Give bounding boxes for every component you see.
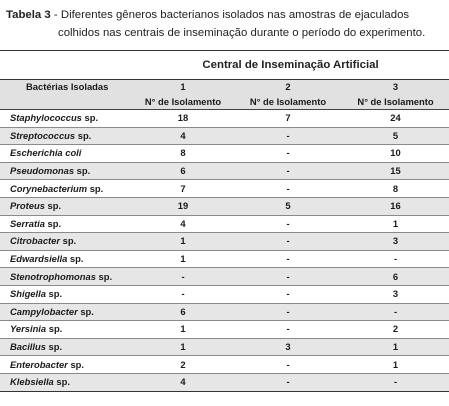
bacteria-suffix: sp. (45, 341, 63, 353)
bacteria-name (0, 321, 132, 339)
bacteria-suffix: sp. (87, 182, 104, 194)
table-row (0, 197, 449, 215)
bacteria-suffix: sp. (53, 376, 70, 388)
bacteria-name (0, 110, 132, 128)
isolation-count-central-2: - (234, 215, 342, 233)
bacteria-genus: Stenotrophomonas (10, 270, 96, 282)
isolation-count-central-1: 8 (132, 145, 234, 163)
group-header-row (0, 51, 449, 80)
header-row-isolation (0, 94, 449, 110)
table-row (0, 321, 449, 339)
isolation-count-central-3: 1 (342, 338, 449, 356)
isolation-count-central-1: 19 (132, 197, 234, 215)
bacteria-suffix: sp. (44, 200, 62, 212)
bacteria-suffix: sp. (67, 358, 84, 370)
isolation-count-central-3: 10 (342, 145, 449, 163)
bacteria-genus: Edwardsiella (10, 253, 68, 265)
isolation-count-central-2: 5 (234, 197, 342, 215)
bacteria-table (0, 50, 449, 392)
bacteria-genus: Escherichia coli (10, 147, 82, 159)
caption-text-line2: colhidos nas centrais de inseminação durante o período do experimento. (58, 27, 426, 39)
bacteria-genus: Serratia (10, 217, 45, 229)
bacteria-name (0, 338, 132, 356)
isolation-count-central-3: 1 (342, 215, 449, 233)
bacteria-genus: Klebsiella (10, 376, 54, 388)
bacteria-genus: Streptococcus (10, 129, 76, 141)
isolation-count-central-3: 3 (342, 285, 449, 303)
isolation-count-central-1: 1 (132, 250, 234, 268)
caption-label: Tabela 3 (6, 9, 51, 21)
isolation-count-central-2: - (234, 373, 342, 391)
bacteria-name (0, 268, 132, 286)
central-1-header: 1 (132, 80, 234, 95)
group-header: Central de Inseminação Artificial (132, 51, 449, 80)
bacteria-genus: Pseudomonas (10, 165, 75, 177)
isolation-count-central-2: - (234, 127, 342, 145)
bacteria-suffix: sp. (81, 112, 99, 124)
central-2-header: 2 (234, 80, 342, 95)
table-caption (6, 6, 446, 42)
isolation-count-central-1: 4 (132, 127, 234, 145)
isolation-header-1: N° de Isolamento (132, 94, 234, 110)
isolation-count-central-1: 18 (132, 110, 234, 128)
table-row (0, 373, 449, 391)
isolation-header-3: N° de Isolamento (342, 94, 449, 110)
isolation-count-central-3: 1 (342, 356, 449, 374)
isolation-count-central-1: 4 (132, 373, 234, 391)
isolation-count-central-1: - (132, 268, 234, 286)
central-3-header: 3 (342, 80, 449, 95)
table-body (0, 110, 449, 392)
isolation-count-central-2: - (234, 321, 342, 339)
bacteria-genus: Yersinia (10, 323, 47, 335)
isolation-count-central-3: 8 (342, 180, 449, 198)
isolation-count-central-2: - (234, 180, 342, 198)
bacteria-suffix: sp. (45, 288, 63, 300)
bacteria-name (0, 197, 132, 215)
table-row (0, 233, 449, 251)
isolation-count-central-1: 6 (132, 303, 234, 321)
bacteria-name (0, 180, 132, 198)
bacteria-name (0, 250, 132, 268)
isolation-count-central-1: 6 (132, 162, 234, 180)
bacteria-genus: Proteus (10, 200, 45, 212)
isolation-count-central-2: - (234, 268, 342, 286)
isolation-count-central-1: 7 (132, 180, 234, 198)
isolation-count-central-1: 2 (132, 356, 234, 374)
isolation-count-central-3: - (342, 303, 449, 321)
bacteria-name (0, 373, 132, 391)
bacteria-suffix: sp. (77, 305, 94, 317)
table-row (0, 338, 449, 356)
isolation-count-central-3: 2 (342, 321, 449, 339)
isolation-count-central-2: 7 (234, 110, 342, 128)
isolation-count-central-3: 3 (342, 233, 449, 251)
isolation-count-central-2: - (234, 162, 342, 180)
bacteria-name (0, 303, 132, 321)
table-row (0, 268, 449, 286)
bacteria-genus: Campylobacter (10, 305, 78, 317)
row-header-label: Bactérias Isoladas (0, 80, 132, 95)
table-row (0, 162, 449, 180)
isolation-count-central-1: 1 (132, 321, 234, 339)
bacteria-genus: Corynebacterium (10, 182, 88, 194)
isolation-count-central-2: - (234, 145, 342, 163)
isolation-count-central-3: 5 (342, 127, 449, 145)
bacteria-suffix: sp. (95, 270, 113, 282)
bacteria-genus: Citrobacter (10, 235, 61, 247)
bacteria-genus: Bacillus (10, 341, 46, 353)
bacteria-suffix: sp. (44, 217, 62, 229)
isolation-count-central-3: 24 (342, 110, 449, 128)
isolation-count-central-3: 6 (342, 268, 449, 286)
isolation-count-central-1: 1 (132, 233, 234, 251)
table-row (0, 356, 449, 374)
isolation-count-central-3: - (342, 250, 449, 268)
bacteria-name (0, 356, 132, 374)
table-row (0, 303, 449, 321)
bacteria-genus: Shigella (10, 288, 46, 300)
caption-text-line1: - Diferentes gêneros bacterianos isolados nas amostras de ejaculados (50, 9, 410, 21)
bacteria-suffix: sp. (67, 253, 84, 265)
bacteria-suffix: sp. (60, 235, 77, 247)
table-row (0, 215, 449, 233)
bacteria-name (0, 215, 132, 233)
table-row (0, 250, 449, 268)
bacteria-name (0, 233, 132, 251)
isolation-count-central-2: - (234, 233, 342, 251)
bacteria-name (0, 162, 132, 180)
bacteria-name (0, 145, 132, 163)
table-row (0, 110, 449, 128)
isolation-count-central-2: - (234, 356, 342, 374)
bacteria-suffix: sp. (46, 323, 63, 335)
bacteria-suffix: sp. (75, 129, 92, 141)
table-row (0, 180, 449, 198)
isolation-count-central-1: 4 (132, 215, 234, 233)
table-row (0, 127, 449, 145)
isolation-count-central-2: - (234, 285, 342, 303)
isolation-count-central-1: - (132, 285, 234, 303)
bacteria-genus: Enterobacter (10, 358, 68, 370)
bacteria-name (0, 127, 132, 145)
table-row (0, 285, 449, 303)
isolation-count-central-1: 1 (132, 338, 234, 356)
isolation-count-central-3: 15 (342, 162, 449, 180)
isolation-count-central-3: - (342, 373, 449, 391)
header-row-centrals (0, 80, 449, 95)
isolation-header-2: N° de Isolamento (234, 94, 342, 110)
isolation-count-central-2: - (234, 303, 342, 321)
table-row (0, 145, 449, 163)
isolation-count-central-2: 3 (234, 338, 342, 356)
isolation-count-central-2: - (234, 250, 342, 268)
isolation-count-central-3: 16 (342, 197, 449, 215)
bacteria-suffix: sp. (74, 165, 91, 177)
bacteria-name (0, 285, 132, 303)
bacteria-genus: Staphylococcus (10, 112, 82, 124)
